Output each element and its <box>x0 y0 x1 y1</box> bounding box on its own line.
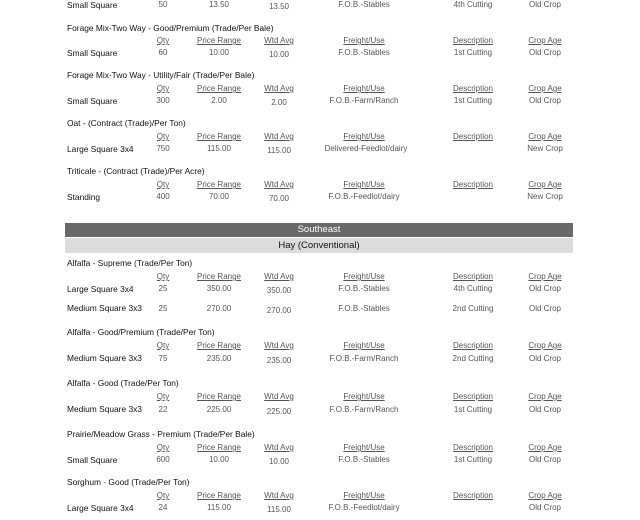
col-header-price: Price Range <box>196 36 242 45</box>
row-desc: 1st Cutting <box>453 48 493 57</box>
row-product: Standing <box>67 192 101 202</box>
row-desc: 4th Cutting <box>453 284 493 293</box>
row-product: Small Square <box>67 48 118 58</box>
row-qty: 750 <box>156 144 170 153</box>
row-qty: 75 <box>158 354 168 363</box>
col-header-freight: Freight/Use <box>343 491 385 500</box>
row-price: 270.00 <box>206 304 232 313</box>
col-header-freight: Freight/Use <box>343 36 385 45</box>
section-title: Prairie/Meadow Grass - Premium (Trade/Per Bale) <box>67 429 255 439</box>
row-freight: F.O.B.-Stables <box>338 304 390 313</box>
col-header-qty: Qty <box>156 341 170 350</box>
row-qty: 24 <box>158 503 168 512</box>
col-header-desc: Description <box>452 180 494 189</box>
col-header-qty: Qty <box>156 180 170 189</box>
row-age: Old Crop <box>528 0 562 9</box>
row-freight: F.O.B.-Stables <box>338 455 390 464</box>
col-header-freight: Freight/Use <box>343 443 385 452</box>
row-product: Large Square 3x4 <box>67 284 134 294</box>
col-header-avg: Wtd Avg <box>264 341 294 350</box>
col-header-price: Price Range <box>196 132 242 141</box>
col-header-price: Price Range <box>196 180 242 189</box>
col-header-age: Crop Age <box>528 180 562 189</box>
col-header-desc: Description <box>452 272 494 281</box>
col-header-desc: Description <box>452 341 494 350</box>
row-age: Old Crop <box>528 304 562 313</box>
col-header-age: Crop Age <box>528 272 562 281</box>
section-title: Alfalfa - Supreme (Trade/Per Ton) <box>67 258 193 268</box>
col-header-desc: Description <box>452 392 494 401</box>
col-header-avg: Wtd Avg <box>264 272 294 281</box>
row-qty: 50 <box>158 0 168 9</box>
row-avg: 2.00 <box>271 98 287 107</box>
row-desc: 2nd Cutting <box>452 354 494 363</box>
col-header-avg: Wtd Avg <box>264 491 294 500</box>
row-price: 115.00 <box>207 503 231 512</box>
row-freight: Delivered-Feedlot/dairy <box>324 144 408 153</box>
row-age: Old Crop <box>528 503 562 512</box>
row-price: 13.50 <box>208 0 230 9</box>
col-header-freight: Freight/Use <box>343 341 385 350</box>
row-age: Old Crop <box>528 354 562 363</box>
row-avg: 70.00 <box>268 194 290 203</box>
row-product: Large Square 3x4 <box>67 144 134 154</box>
row-product: Small Square <box>67 455 118 465</box>
row-price: 2.00 <box>211 96 227 105</box>
col-header-freight: Freight/Use <box>343 84 385 93</box>
row-freight: F.O.B.-Stables <box>338 0 390 9</box>
row-freight: F.O.B.-Stables <box>338 284 390 293</box>
row-age: New Crop <box>527 144 563 153</box>
row-price: 10.00 <box>208 455 230 464</box>
row-avg: 13.50 <box>268 2 290 11</box>
col-header-price: Price Range <box>196 84 242 93</box>
row-desc: 1st Cutting <box>453 405 493 414</box>
row-price: 235.00 <box>206 354 232 363</box>
col-header-desc: Description <box>452 84 494 93</box>
col-header-age: Crop Age <box>528 341 562 350</box>
col-header-age: Crop Age <box>528 84 562 93</box>
row-qty: 25 <box>158 284 168 293</box>
section-title: Alfalfa - Good (Trade/Per Ton) <box>67 378 179 388</box>
col-header-avg: Wtd Avg <box>264 443 294 452</box>
row-avg: 350.00 <box>266 286 292 295</box>
col-header-price: Price Range <box>196 272 242 281</box>
col-header-age: Crop Age <box>528 443 562 452</box>
row-qty: 600 <box>156 455 170 464</box>
row-qty: 400 <box>156 192 170 201</box>
row-price: 70.00 <box>208 192 230 201</box>
row-qty: 22 <box>158 405 168 414</box>
col-header-freight: Freight/Use <box>343 180 385 189</box>
col-header-desc: Description <box>452 491 494 500</box>
col-header-price: Price Range <box>196 392 242 401</box>
col-header-avg: Wtd Avg <box>264 180 294 189</box>
section-title: Forage Mix-Two Way - Good/Premium (Trade/Per Bale) <box>67 23 274 33</box>
row-freight: F.O.B.-Farm/Ranch <box>329 405 399 414</box>
row-avg: 115.00 <box>267 505 291 514</box>
row-age: Old Crop <box>528 48 562 57</box>
row-product: Small Square <box>67 0 118 10</box>
section-title: Sorghum - Good (Trade/Per Ton) <box>67 477 190 487</box>
row-age: Old Crop <box>528 455 562 464</box>
row-avg: 10.00 <box>268 50 290 59</box>
row-qty: 300 <box>156 96 170 105</box>
row-price: 115.00 <box>207 144 231 153</box>
row-freight: F.O.B.-Feedlot/dairy <box>328 192 400 201</box>
row-avg: 10.00 <box>268 457 290 466</box>
section-title: Forage Mix-Two Way - Utility/Fair (Trade/Per Bale) <box>67 70 255 80</box>
row-desc: 1st Cutting <box>453 96 493 105</box>
col-header-desc: Description <box>452 132 494 141</box>
section-title: Oat - (Contract (Trade)/Per Ton) <box>67 118 186 128</box>
row-qty: 25 <box>158 304 168 313</box>
section-title: Alfalfa - Good/Premium (Trade/Per Ton) <box>67 327 215 337</box>
col-header-desc: Description <box>452 443 494 452</box>
row-freight: F.O.B.-Stables <box>338 48 390 57</box>
row-price: 350.00 <box>206 284 232 293</box>
section-title: Triticale - (Contract (Trade)/Per Acre) <box>67 166 205 176</box>
row-desc: 4th Cutting <box>453 0 493 9</box>
row-freight: F.O.B.-Feedlot/dairy <box>328 503 400 512</box>
col-header-price: Price Range <box>196 443 242 452</box>
row-product: Medium Square 3x3 <box>67 404 142 414</box>
region-banner: Southeast <box>65 223 573 237</box>
row-avg: 235.00 <box>266 356 292 365</box>
col-header-age: Crop Age <box>528 36 562 45</box>
col-header-avg: Wtd Avg <box>264 132 294 141</box>
col-header-freight: Freight/Use <box>343 272 385 281</box>
col-header-age: Crop Age <box>528 392 562 401</box>
col-header-age: Crop Age <box>528 491 562 500</box>
col-header-avg: Wtd Avg <box>264 392 294 401</box>
row-age: Old Crop <box>528 405 562 414</box>
col-header-freight: Freight/Use <box>343 132 385 141</box>
col-header-avg: Wtd Avg <box>264 36 294 45</box>
row-age: Old Crop <box>528 284 562 293</box>
col-header-desc: Description <box>452 36 494 45</box>
row-avg: 225.00 <box>266 407 292 416</box>
row-price: 10.00 <box>208 48 230 57</box>
row-product: Small Square <box>67 96 118 106</box>
row-freight: F.O.B.-Farm/Ranch <box>329 96 399 105</box>
row-freight: F.O.B.-Farm/Ranch <box>329 354 399 363</box>
row-product: Medium Square 3x3 <box>67 303 142 313</box>
row-desc: 2nd Cutting <box>452 304 494 313</box>
col-header-qty: Qty <box>156 36 170 45</box>
row-avg: 270.00 <box>266 306 292 315</box>
row-price: 225.00 <box>206 405 232 414</box>
row-desc: 1st Cutting <box>453 455 493 464</box>
col-header-qty: Qty <box>156 84 170 93</box>
row-product: Medium Square 3x3 <box>67 353 142 363</box>
col-header-age: Crop Age <box>528 132 562 141</box>
col-header-price: Price Range <box>196 341 242 350</box>
col-header-qty: Qty <box>156 392 170 401</box>
col-header-qty: Qty <box>156 272 170 281</box>
col-header-qty: Qty <box>156 443 170 452</box>
row-product: Large Square 3x4 <box>67 503 134 513</box>
col-header-freight: Freight/Use <box>343 392 385 401</box>
category-banner: Hay (Conventional) <box>65 238 573 253</box>
row-avg: 115.00 <box>267 146 291 155</box>
row-age: New Crop <box>527 192 563 201</box>
row-qty: 60 <box>158 48 168 57</box>
col-header-qty: Qty <box>156 132 170 141</box>
row-age: Old Crop <box>528 96 562 105</box>
col-header-avg: Wtd Avg <box>264 84 294 93</box>
col-header-qty: Qty <box>156 491 170 500</box>
col-header-price: Price Range <box>196 491 242 500</box>
